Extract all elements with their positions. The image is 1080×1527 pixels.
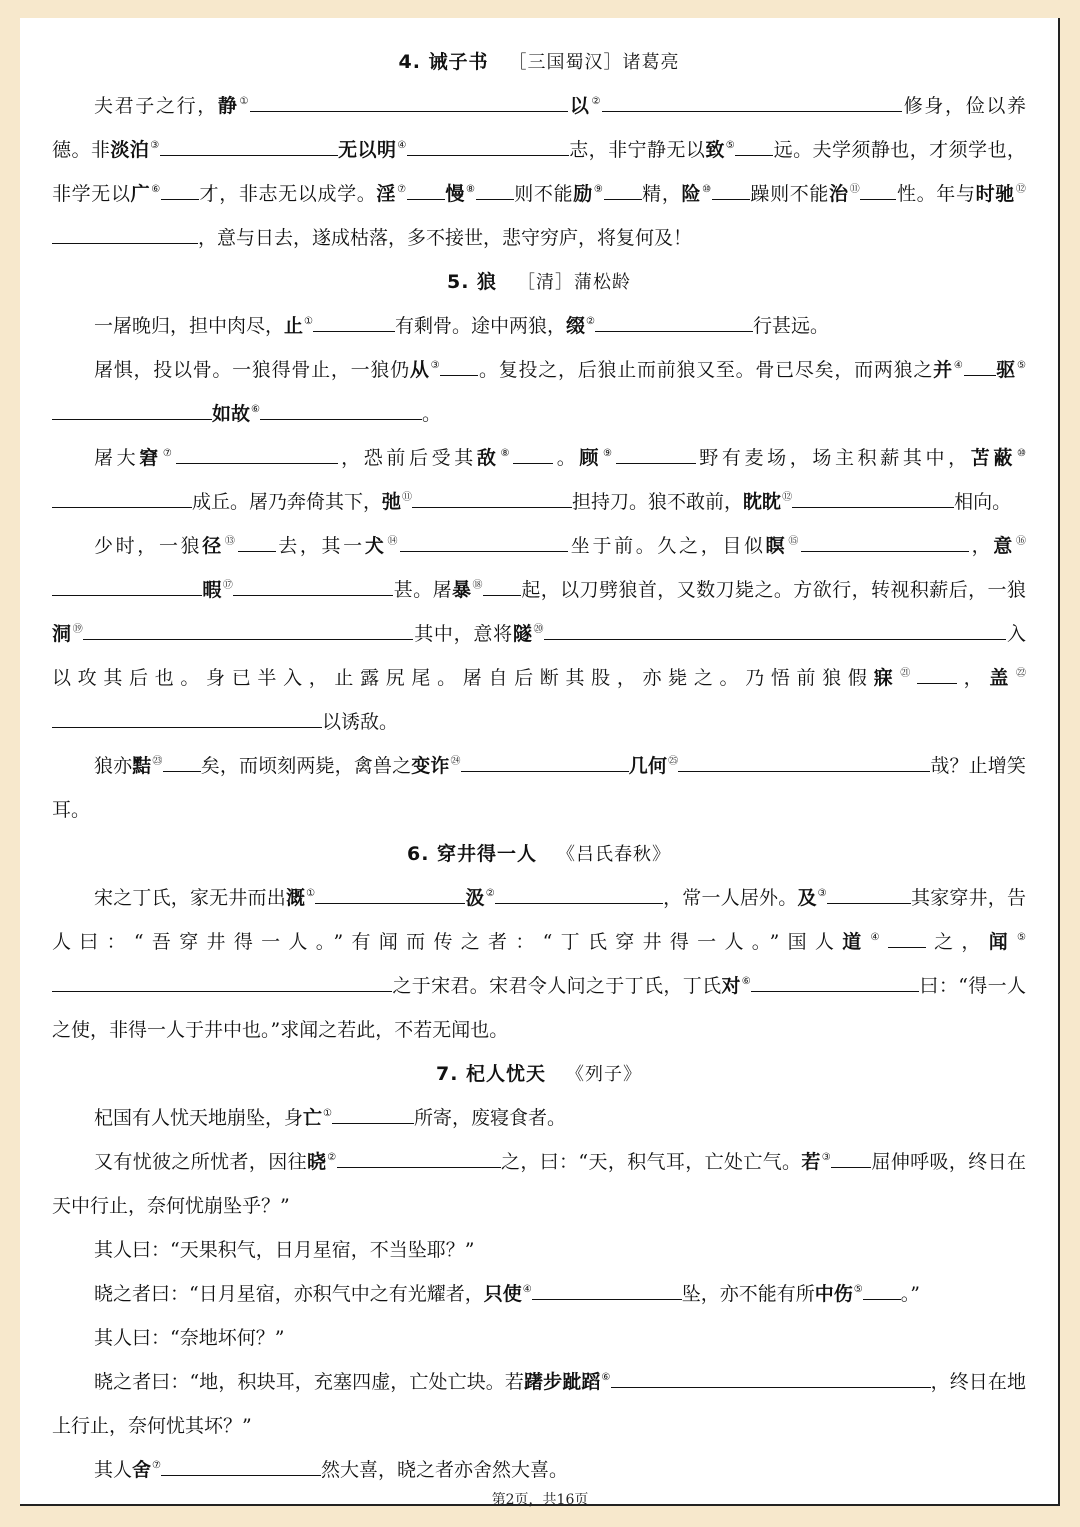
text-run: 。 [421, 403, 441, 425]
text-run: 行甚远。 [753, 315, 830, 337]
answer-blank[interactable] [461, 755, 629, 772]
footnote-mark: ② [327, 1152, 337, 1163]
annotated-word: 弛 [382, 491, 402, 513]
annotated-word: 并 [933, 359, 953, 381]
answer-blank[interactable] [602, 95, 902, 112]
answer-blank[interactable] [52, 579, 202, 596]
text-run: 一屠晚归，担中肉尽， [94, 315, 285, 337]
annotated-word: 隧 [512, 623, 533, 645]
text-run: 起，以刀劈狼首，又数刀毙之。方欲行，转视积薪后，一狼 [520, 579, 1026, 601]
text-run: 屠大 [94, 447, 140, 469]
annotated-word: 治 [829, 183, 849, 205]
answer-blank[interactable] [751, 975, 919, 992]
page-footer: 第2页，共16页 [491, 1492, 589, 1508]
answer-blank[interactable] [337, 1151, 501, 1168]
worksheet-page [20, 18, 1060, 1506]
text-run: 。” [900, 1283, 920, 1305]
annotated-word: 中伤 [814, 1283, 853, 1305]
footnote-mark: ③ [817, 888, 827, 899]
answer-blank[interactable] [313, 315, 395, 332]
text-run: 志，非宁静无以 [568, 139, 706, 161]
annotated-word: 时驰 [975, 183, 1015, 205]
answer-blank[interactable] [83, 623, 413, 640]
paragraph [52, 1228, 1026, 1272]
text-run: 坐于前。久之，目似 [568, 535, 766, 557]
footnote-mark: ⑥ [601, 1372, 611, 1383]
section-title-5 [52, 260, 1026, 304]
text-run: 才，非志无以成学。 [198, 183, 377, 205]
author-text: ［清］蒲松龄 [517, 272, 632, 293]
text-run: 精， [641, 183, 682, 205]
footnote-mark: ⑩ [702, 184, 712, 195]
text-run: 。 [553, 447, 580, 469]
annotated-word: 励 [573, 183, 593, 205]
annotated-word: 亡 [303, 1107, 323, 1129]
annotated-word: 眈眈 [743, 491, 782, 513]
footnote-mark: ⑧ [500, 448, 514, 459]
answer-blank[interactable] [863, 1283, 901, 1300]
footnote-mark: ⑫ [782, 492, 793, 503]
answer-blank[interactable] [712, 183, 750, 200]
annotated-word: 洞 [52, 623, 72, 645]
text-run: 。复投之，后狼止而前狼又至。骨已尽矣，而两狼之 [478, 359, 934, 381]
text-run: 之，曰：“天，积气耳，亡处亡气。 [500, 1151, 802, 1173]
text-run: 入以攻其后也。身已半入，止露尻尾。屠自后断其股，亦毙之。乃悟前狼假 [52, 623, 1027, 689]
answer-blank[interactable] [400, 535, 568, 552]
footnote-mark: ⑧ [466, 184, 476, 195]
footnote-mark: ② [586, 316, 595, 327]
annotated-word: 对 [721, 975, 741, 997]
paragraph [52, 1448, 1026, 1492]
footnote-mark: ① [239, 96, 251, 107]
text-run: 少时，一狼 [94, 535, 203, 557]
annotated-word: 舍 [132, 1459, 152, 1481]
text-run: 其人曰：“天果积气，日月星宿，不当坠耶？” [94, 1239, 475, 1261]
answer-blank[interactable] [160, 139, 338, 156]
footnote-mark: ⑫ [1015, 184, 1026, 195]
text-run: ，意与日去，遂成枯落，多不接世，悲守穷庐，将复何及！ [198, 227, 693, 249]
text-run: 所寄，废寝食者。 [414, 1107, 567, 1129]
footnote-mark: ⑬ [224, 536, 238, 547]
text-run: ，恐前后受其 [337, 447, 477, 469]
answer-blank[interactable] [611, 1371, 931, 1388]
text-run: 哉？止增笑耳。 [52, 755, 1026, 821]
paragraph [52, 348, 1026, 436]
footnote-mark: ⑥ [251, 404, 260, 415]
footnote-mark: ⑲ [72, 624, 84, 635]
footnote-mark: ④ [522, 1284, 532, 1295]
footnote-mark: ㉓ [152, 756, 163, 767]
text-run: 躁则不能 [749, 183, 830, 205]
title-text: 7. 杞人忧天 [435, 1063, 547, 1085]
footnote-mark: ⑦ [397, 184, 407, 195]
text-run: 其人曰：“奈地坏何？” [94, 1327, 285, 1349]
footnote-mark: ③ [430, 360, 441, 371]
footnote-mark: ⑰ [222, 580, 234, 591]
paragraph [52, 304, 1026, 348]
annotated-word: 溉 [285, 887, 306, 909]
annotated-word: 窘 [139, 447, 162, 469]
footnote-mark: ② [591, 96, 603, 107]
answer-blank[interactable] [831, 1151, 871, 1168]
text-run: 有剩骨。途中两狼， [395, 315, 567, 337]
text-run: 成丘。屠乃奔倚其下， [192, 491, 383, 513]
footnote-mark: ④ [870, 932, 888, 943]
author-text: ［三国蜀汉］诸葛亮 [508, 52, 680, 73]
annotated-word: 如故 [212, 403, 251, 425]
text-run: 矣，而顷刻两毙，禽兽之 [200, 755, 412, 777]
answer-blank[interactable] [801, 535, 969, 552]
paragraph [52, 876, 1026, 1052]
text-run: 性。年与 [896, 183, 976, 205]
annotated-word: 变诈 [411, 755, 450, 777]
text-run: 坠，亦不能有所 [681, 1283, 815, 1305]
answer-blank[interactable] [161, 183, 199, 200]
text-run: 野有麦场，场主积薪其中， [695, 447, 971, 469]
text-run: 去，其一 [275, 535, 365, 557]
text-run: 曰：“得一人之使，非得一人于井中也。”求闻之若此，不若无闻也。 [52, 975, 1026, 1041]
answer-blank[interactable] [532, 1283, 682, 1300]
text-run: 晓之者曰：“地，积块耳，充塞四虚，亡处亡块。若 [94, 1371, 525, 1393]
text-run: ， [968, 535, 994, 557]
text-run: 其人 [94, 1459, 133, 1481]
text-run: 又有忧彼之所忧者，因往 [94, 1151, 307, 1173]
title-text: 4. 诫子书 [398, 51, 489, 73]
text-run: 之， [925, 931, 989, 953]
annotated-word: 犬 [364, 535, 387, 557]
footnote-mark: ㉑ [900, 668, 917, 679]
footnote-mark: ⑦ [162, 448, 176, 459]
annotated-word: 黠 [132, 755, 152, 777]
footnote-mark: ⑪ [402, 492, 413, 503]
annotated-word: 淡泊 [110, 139, 150, 161]
footnote-mark: ⑨ [603, 448, 616, 459]
footnote-mark: ㉕ [668, 756, 679, 767]
paragraph [52, 744, 1026, 832]
footnote-mark: ⑩ [1017, 448, 1026, 459]
annotated-word: 敌 [476, 447, 500, 469]
paragraph [52, 1140, 1026, 1228]
annotated-word: 无以明 [337, 139, 397, 161]
annotated-word: 慢 [444, 183, 465, 205]
answer-blank[interactable] [678, 755, 930, 772]
answer-blank[interactable] [250, 95, 568, 112]
answer-blank[interactable] [964, 359, 996, 376]
answer-blank[interactable] [495, 887, 663, 904]
annotated-word: 躇步跐蹈 [524, 1371, 601, 1393]
answer-blank[interactable] [735, 139, 773, 156]
paragraph [52, 1096, 1026, 1140]
answer-blank[interactable] [595, 315, 753, 332]
annotated-word: 以 [568, 95, 591, 117]
author-text: 《吕氏春秋》 [557, 844, 672, 865]
paragraph [52, 1360, 1026, 1448]
annotated-word: 险 [681, 183, 702, 205]
footnote-mark: ⑤ [1017, 932, 1026, 943]
text-run: 宋之丁氏，家无井而出 [94, 887, 286, 909]
annotated-word: 汲 [465, 887, 485, 909]
footnote-mark: ⑳ [533, 624, 545, 635]
annotated-word: 若 [801, 1151, 821, 1173]
text-run: 夫君子之行， [94, 95, 218, 117]
answer-blank[interactable] [176, 447, 338, 464]
text-run: 甚。屠 [393, 579, 453, 601]
annotated-word: 广 [130, 183, 151, 205]
answer-blank[interactable] [483, 579, 521, 596]
footnote-mark: ① [304, 316, 313, 327]
section-title-6 [52, 832, 1026, 876]
annotated-word: 淫 [376, 183, 397, 205]
text-run: 然大喜，晓之者亦舍然大喜。 [321, 1459, 569, 1481]
answer-blank[interactable] [52, 227, 198, 244]
annotated-word: 从 [409, 359, 430, 381]
annotated-word: 暴 [452, 579, 472, 601]
annotated-word: 几何 [628, 755, 668, 777]
answer-blank[interactable] [238, 535, 276, 552]
section-title-4 [52, 40, 1026, 84]
text-run: 相向。 [954, 491, 1012, 513]
text-run: 则不能 [513, 183, 574, 205]
answer-blank[interactable] [161, 1459, 321, 1476]
footnote-mark: ⑦ [152, 1460, 161, 1471]
title-text: 6. 穿井得一人 [406, 843, 538, 865]
annotated-word: 驱 [995, 359, 1017, 381]
footnote-mark: ㉔ [450, 756, 461, 767]
annotated-word: 顾 [579, 447, 603, 469]
text-run: 以诱敌。 [322, 711, 399, 733]
footnote-mark: ⑨ [593, 184, 604, 195]
answer-blank[interactable] [407, 139, 569, 156]
footnote-mark: ⑤ [1017, 360, 1026, 371]
footnote-mark: ① [323, 1108, 332, 1119]
annotated-word: 径 [202, 535, 224, 557]
answer-blank[interactable] [440, 359, 478, 376]
annotated-word: 晓 [306, 1151, 327, 1173]
annotated-word: 止 [284, 315, 304, 337]
answer-blank[interactable] [52, 403, 212, 420]
annotated-word: 致 [705, 139, 725, 161]
answer-blank[interactable] [917, 667, 957, 684]
paragraph [52, 1272, 1026, 1316]
text-run: 修身，俭以养德。非 [52, 95, 1026, 161]
footnote-mark: ㉒ [1016, 668, 1026, 679]
footnote-mark: ⑤ [725, 140, 736, 151]
text-run: 远。夫学须静也，才须学也，非学无以 [52, 139, 1026, 205]
answer-blank[interactable] [52, 491, 192, 508]
annotated-word: 缀 [566, 315, 586, 337]
footnote-mark: ⑭ [387, 536, 401, 547]
text-run: 担持刀。狼不敢前， [572, 491, 744, 513]
annotated-word: 道 [842, 931, 870, 953]
answer-blank[interactable] [513, 447, 553, 464]
answer-blank[interactable] [616, 447, 696, 464]
annotated-word: 及 [797, 887, 817, 909]
footnote-mark: ④ [953, 360, 964, 371]
footnote-mark: ① [306, 888, 316, 899]
footnote-mark: ⑤ [853, 1284, 863, 1295]
answer-blank[interactable] [604, 183, 642, 200]
text-run: ，终日在地上行止，奈何忧其坏？” [52, 1371, 1026, 1437]
answer-blank[interactable] [544, 623, 1006, 640]
text-run: 其中，意将 [413, 623, 513, 645]
annotated-word: 闻 [988, 931, 1017, 953]
answer-blank[interactable] [407, 183, 445, 200]
annotated-word: 只使 [483, 1283, 522, 1305]
text-run: 狼亦 [94, 755, 133, 777]
footnote-mark: ⑱ [472, 580, 483, 591]
footnote-mark: ⑥ [741, 976, 752, 987]
footnote-mark: ⑯ [1015, 536, 1026, 547]
annotated-word: 静 [217, 95, 239, 117]
answer-blank[interactable] [412, 491, 572, 508]
paragraph [52, 1316, 1026, 1360]
footnote-mark: ⑪ [849, 184, 861, 195]
text-run: ， [956, 667, 990, 689]
footnote-mark: ④ [397, 140, 407, 151]
answer-blank[interactable] [233, 579, 393, 596]
text-run: 之于宋君。宋君令人问之于丁氏，丁氏 [392, 975, 722, 997]
annotated-word: 寐 [873, 667, 900, 689]
annotated-word: 瞑 [765, 535, 788, 557]
answer-blank[interactable] [315, 887, 465, 904]
footnote-mark: ③ [150, 140, 160, 151]
footnote-mark: ⑮ [788, 536, 801, 547]
answer-blank[interactable] [332, 1107, 414, 1124]
answer-blank[interactable] [163, 755, 201, 772]
annotated-word: 盖 [989, 667, 1015, 689]
paragraph [52, 436, 1026, 524]
footnote-mark: ② [485, 888, 495, 899]
paragraph [52, 524, 1026, 744]
author-text: 《列子》 [566, 1064, 643, 1085]
answer-blank[interactable] [792, 491, 954, 508]
text-run: ，常一人居外。 [662, 887, 798, 909]
text-run: 晓之者曰：“日月星宿，亦积气中之有光耀者， [94, 1283, 484, 1305]
annotated-word: 苫蔽 [970, 447, 1017, 469]
answer-blank[interactable] [52, 975, 392, 992]
paragraph [52, 84, 1026, 260]
answer-blank[interactable] [476, 183, 514, 200]
text-run: 其家穿井，告人曰：“吾穿井得一人。”有闻而传之者：“丁氏穿井得一人。”国人 [52, 887, 1026, 953]
text-run: 杞国有人忧天地崩坠，身 [94, 1107, 304, 1129]
answer-blank[interactable] [52, 711, 322, 728]
text-run: 屠惧，投以骨。一狼得骨止，一狼仍 [94, 359, 410, 381]
footnote-mark: ③ [821, 1152, 832, 1163]
title-text: 5. 狼 [446, 271, 498, 293]
answer-blank[interactable] [827, 887, 911, 904]
answer-blank[interactable] [260, 403, 422, 420]
text-run: 屈伸呼吸，终日在天中行止，奈何忧崩坠乎？” [52, 1151, 1026, 1217]
annotated-word: 意 [993, 535, 1015, 557]
footnote-mark: ⑥ [151, 184, 161, 195]
answer-blank[interactable] [888, 931, 926, 948]
annotated-word: 暇 [202, 579, 222, 601]
answer-blank[interactable] [860, 183, 896, 200]
section-title-7 [52, 1052, 1026, 1096]
page-content [52, 18, 1026, 1492]
